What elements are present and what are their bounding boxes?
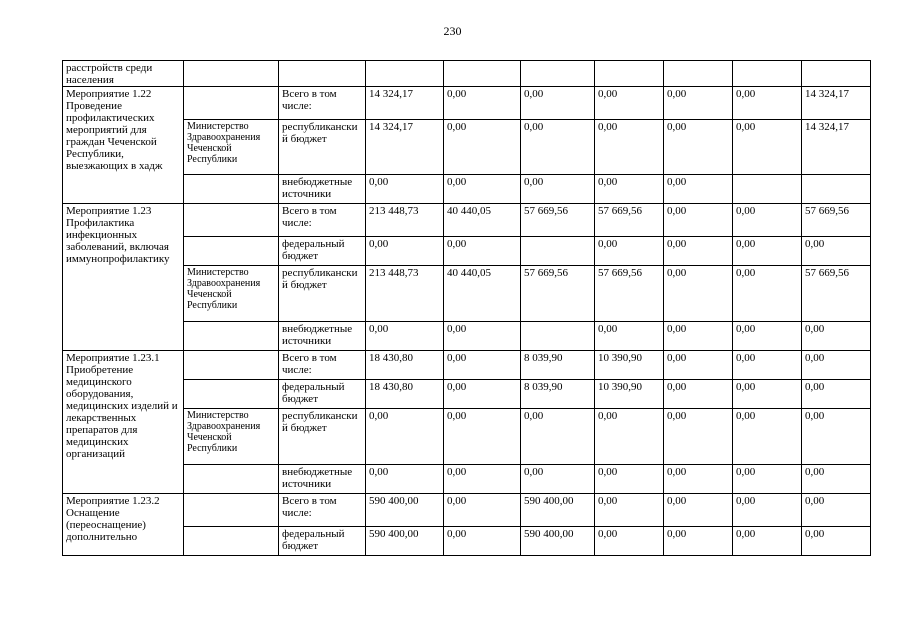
amount-cell: 0,00: [733, 465, 802, 494]
amount-cell: 0,00: [521, 409, 595, 465]
amount-cell: 0,00: [664, 351, 733, 380]
executor-cell: [184, 237, 279, 266]
executor-cell: [184, 380, 279, 409]
amount-cell: 0,00: [733, 527, 802, 556]
amount-cell: 14 324,17: [802, 87, 871, 120]
event-name-cell: Мероприятие 1.23 Профилактика инфекционных заболеваний, включая иммунопрофилактику: [63, 204, 184, 351]
amount-cell: 590 400,00: [521, 494, 595, 527]
amount-cell: 0,00: [444, 527, 521, 556]
amount-cell: 0,00: [733, 494, 802, 527]
amount-cell: 0,00: [733, 266, 802, 322]
funding-source-cell: федеральный бюджет: [279, 527, 366, 556]
amount-cell: 0,00: [444, 409, 521, 465]
amount-cell: 0,00: [366, 322, 444, 351]
amount-cell: 0,00: [595, 527, 664, 556]
executor-cell: Министерство Здравоохранения Чеченской Республики: [184, 409, 279, 465]
amount-cell: 213 448,73: [366, 266, 444, 322]
funding-source-cell: Всего в том числе:: [279, 494, 366, 527]
amount-cell: 10 390,90: [595, 351, 664, 380]
funding-source-cell: республиканский бюджет: [279, 409, 366, 465]
amount-cell: 0,00: [595, 120, 664, 175]
table-row: [63, 494, 871, 527]
amount-cell: 0,00: [733, 351, 802, 380]
funding-source-cell: Всего в том числе:: [279, 351, 366, 380]
table-row: [63, 322, 871, 351]
amount-cell: 0,00: [366, 237, 444, 266]
amount-cell: 0,00: [802, 380, 871, 409]
table-row: [63, 527, 871, 556]
funding-source-cell: Всего в том числе:: [279, 204, 366, 237]
amount-cell: 10 390,90: [595, 380, 664, 409]
amount-cell: 0,00: [664, 204, 733, 237]
page-number: 230: [443, 24, 462, 38]
executor-cell: [184, 494, 279, 527]
table-row: [63, 351, 871, 380]
executor-cell: [184, 61, 279, 87]
budget-table: [62, 60, 871, 556]
amount-cell: 0,00: [664, 380, 733, 409]
amount-cell: 0,00: [802, 465, 871, 494]
amount-cell: [802, 61, 871, 87]
amount-cell: 0,00: [664, 120, 733, 175]
amount-cell: 0,00: [444, 175, 521, 204]
amount-cell: 0,00: [444, 87, 521, 120]
amount-cell: 0,00: [595, 87, 664, 120]
table-row: [63, 409, 871, 465]
amount-cell: 0,00: [802, 527, 871, 556]
amount-cell: 0,00: [733, 237, 802, 266]
amount-cell: 0,00: [802, 322, 871, 351]
amount-cell: 0,00: [733, 380, 802, 409]
table-row: [63, 120, 871, 175]
amount-cell: 0,00: [444, 380, 521, 409]
amount-cell: 57 669,56: [802, 204, 871, 237]
amount-cell: 0,00: [521, 175, 595, 204]
amount-cell: 57 669,56: [521, 204, 595, 237]
amount-cell: 213 448,73: [366, 204, 444, 237]
amount-cell: 0,00: [595, 409, 664, 465]
table-row: [63, 61, 871, 87]
amount-cell: 0,00: [664, 175, 733, 204]
amount-cell: 0,00: [664, 87, 733, 120]
amount-cell: 0,00: [595, 175, 664, 204]
amount-cell: 0,00: [802, 409, 871, 465]
amount-cell: 0,00: [595, 237, 664, 266]
executor-cell: [184, 351, 279, 380]
executor-cell: [184, 465, 279, 494]
event-name-cell: Мероприятие 1.22 Проведение профилактических мероприятий для граждан Чеченской Республики, выезжающих в хадж: [63, 87, 184, 204]
executor-cell: [184, 204, 279, 237]
table-row: [63, 266, 871, 322]
amount-cell: [595, 61, 664, 87]
amount-cell: 0,00: [521, 120, 595, 175]
executor-cell: [184, 527, 279, 556]
amount-cell: [733, 61, 802, 87]
amount-cell: 0,00: [521, 87, 595, 120]
amount-cell: 0,00: [733, 87, 802, 120]
amount-cell: 14 324,17: [366, 120, 444, 175]
amount-cell: 0,00: [733, 409, 802, 465]
funding-source-cell: Всего в том числе:: [279, 87, 366, 120]
amount-cell: 0,00: [664, 409, 733, 465]
amount-cell: 8 039,90: [521, 380, 595, 409]
executor-cell: [184, 87, 279, 120]
amount-cell: [733, 175, 802, 204]
amount-cell: 14 324,17: [802, 120, 871, 175]
amount-cell: 57 669,56: [595, 266, 664, 322]
amount-cell: 0,00: [444, 465, 521, 494]
amount-cell: 0,00: [595, 465, 664, 494]
amount-cell: 0,00: [595, 322, 664, 351]
amount-cell: [521, 61, 595, 87]
amount-cell: 0,00: [664, 266, 733, 322]
table-row: [63, 465, 871, 494]
amount-cell: 8 039,90: [521, 351, 595, 380]
amount-cell: 590 400,00: [366, 494, 444, 527]
amount-cell: [802, 175, 871, 204]
amount-cell: 0,00: [733, 120, 802, 175]
funding-source-cell: федеральный бюджет: [279, 380, 366, 409]
amount-cell: 590 400,00: [521, 527, 595, 556]
table-row: [63, 237, 871, 266]
amount-cell: 0,00: [802, 237, 871, 266]
amount-cell: 0,00: [733, 204, 802, 237]
executor-cell: [184, 322, 279, 351]
amount-cell: 14 324,17: [366, 87, 444, 120]
amount-cell: [521, 322, 595, 351]
amount-cell: 57 669,56: [802, 266, 871, 322]
amount-cell: 590 400,00: [366, 527, 444, 556]
amount-cell: 0,00: [366, 175, 444, 204]
amount-cell: 0,00: [664, 465, 733, 494]
funding-source-cell: внебюджетные источники: [279, 175, 366, 204]
funding-source-cell: [279, 61, 366, 87]
amount-cell: 0,00: [444, 120, 521, 175]
funding-source-cell: республиканский бюджет: [279, 266, 366, 322]
amount-cell: 0,00: [664, 237, 733, 266]
event-name-cell: расстройств среди населения: [63, 61, 184, 87]
amount-cell: 0,00: [664, 527, 733, 556]
table-row: [63, 380, 871, 409]
event-name-cell: Мероприятие 1.23.2 Оснащение (переоснащение) дополнительно: [63, 494, 184, 556]
amount-cell: 0,00: [802, 351, 871, 380]
amount-cell: 0,00: [444, 494, 521, 527]
amount-cell: 0,00: [444, 322, 521, 351]
executor-cell: [184, 175, 279, 204]
amount-cell: 57 669,56: [595, 204, 664, 237]
amount-cell: 0,00: [595, 494, 664, 527]
table-row: [63, 204, 871, 237]
funding-source-cell: внебюджетные источники: [279, 322, 366, 351]
amount-cell: 0,00: [664, 494, 733, 527]
executor-cell: Министерство Здравоохранения Чеченской Республики: [184, 120, 279, 175]
amount-cell: 0,00: [366, 465, 444, 494]
amount-cell: 57 669,56: [521, 266, 595, 322]
amount-cell: 0,00: [444, 351, 521, 380]
event-name-cell: Мероприятие 1.23.1 Приобретение медицинского оборудования, медицинских изделий и лекарственных препаратов для медицинских организаций: [63, 351, 184, 494]
amount-cell: 0,00: [733, 322, 802, 351]
amount-cell: [444, 61, 521, 87]
amount-cell: 0,00: [366, 409, 444, 465]
amount-cell: [521, 237, 595, 266]
amount-cell: 18 430,80: [366, 351, 444, 380]
amount-cell: 40 440,05: [444, 204, 521, 237]
amount-cell: 40 440,05: [444, 266, 521, 322]
funding-source-cell: федеральный бюджет: [279, 237, 366, 266]
amount-cell: 0,00: [444, 237, 521, 266]
funding-source-cell: внебюджетные источники: [279, 465, 366, 494]
amount-cell: 0,00: [802, 494, 871, 527]
funding-source-cell: республиканский бюджет: [279, 120, 366, 175]
amount-cell: 18 430,80: [366, 380, 444, 409]
amount-cell: [664, 61, 733, 87]
amount-cell: 0,00: [664, 322, 733, 351]
amount-cell: 0,00: [521, 465, 595, 494]
executor-cell: Министерство Здравоохранения Чеченской Республики: [184, 266, 279, 322]
table-row: [63, 87, 871, 120]
table-row: [63, 175, 871, 204]
amount-cell: [366, 61, 444, 87]
